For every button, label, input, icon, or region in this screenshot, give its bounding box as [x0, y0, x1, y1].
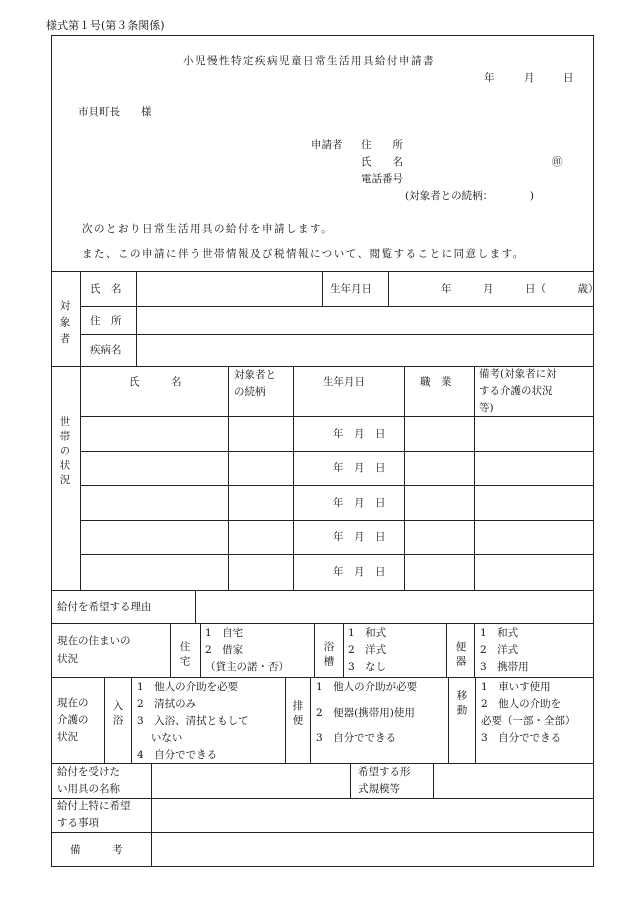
housing-house-head: 住宅 — [178, 641, 191, 670]
date-year: 年 — [484, 72, 495, 84]
care-bath-head: 入浴 — [111, 700, 124, 729]
subject-name-label: 氏 名 — [90, 283, 122, 295]
care-move-opt: 必要（一部・全部） — [481, 715, 576, 727]
tool-size-2: 式規模等 — [358, 783, 400, 795]
applicant-name-label: 氏 名 — [361, 156, 403, 168]
date-month: 月 — [524, 72, 535, 84]
housing-house-opt: 2 借家 — [205, 644, 244, 656]
subject-birth-value: 年 月 日（ 歳） — [441, 283, 599, 295]
housing-bath-head: 浴槽 — [322, 641, 335, 670]
care-bath-opt: いない — [137, 732, 183, 744]
housing-bath-opt: 3 なし — [348, 661, 387, 673]
care-move-opt: 1 車いす使用 — [481, 681, 551, 693]
care-bath-opt: 4 自分でできる — [137, 749, 218, 761]
household-col-relation-1: 対象者と — [234, 369, 276, 381]
housing-label-2: 状況 — [57, 653, 78, 665]
care-bath-opt: 1 他人の介助を必要 — [137, 681, 239, 693]
special-label-2: する事項 — [57, 817, 99, 829]
household-row-date: 年 月 日 — [333, 428, 386, 440]
applicant-phone-label: 電話番号 — [361, 173, 403, 185]
date-day: 日 — [563, 72, 574, 84]
special-label-1: 給付上特に希望 — [57, 800, 131, 812]
remarks-label: 備 考 — [70, 844, 123, 856]
applicant-label: 申請者 — [311, 139, 343, 151]
statement-consent: また、この申請に伴う世帯情報及び税情報について、閲覧することに同意します。 — [82, 248, 525, 260]
subject-heading: 対象者 — [58, 300, 71, 350]
housing-toilet-opt: 1 和式 — [480, 627, 519, 639]
household-row-date: 年 月 日 — [333, 462, 386, 474]
care-bath-opt: 2 清拭のみ — [137, 698, 197, 710]
household-col-note-2: する介護の状況 — [479, 385, 553, 397]
statement-apply: 次のとおり日常生活用具の給付を申請します。 — [82, 223, 334, 235]
household-col-name: 氏 名 — [129, 376, 182, 388]
applicant-address-label: 住 所 — [361, 139, 403, 151]
household-heading: 世帯の状況 — [58, 416, 71, 489]
care-label: 介護の — [57, 714, 89, 726]
housing-bath-opt: 2 洋式 — [348, 644, 387, 656]
tool-size-1: 希望する形 — [358, 766, 411, 778]
housing-label-1: 現在の住まいの — [57, 635, 131, 647]
addressee: 市貝町長 様 — [78, 106, 152, 118]
household-col-relation-2: の続柄 — [234, 386, 266, 398]
household-col-note-3: 等) — [479, 402, 494, 414]
care-move-opt: 2 他人の介助を — [481, 698, 562, 710]
care-label: 状況 — [57, 731, 78, 743]
household-row-date: 年 月 日 — [333, 531, 386, 543]
applicant-relation: (対象者との続柄： ) — [405, 190, 534, 202]
care-move-head: 移動 — [455, 690, 468, 719]
tool-label-2: い用具の名称 — [57, 783, 120, 795]
tool-label-1: 給付を受けた — [57, 766, 120, 778]
housing-house-opt: （貸主の諾・否） — [205, 661, 289, 673]
household-col-birth: 生年月日 — [323, 376, 365, 388]
care-excrete-opt: 3 自分でできる — [316, 732, 397, 744]
household-row-date: 年 月 日 — [333, 497, 386, 509]
housing-toilet-head: 便器 — [454, 641, 467, 670]
care-label: 現在の — [57, 697, 89, 709]
household-col-note-1: 備考(対象者に対 — [479, 368, 557, 380]
household-col-job: 職 業 — [420, 376, 452, 388]
housing-house-opt: 1 自宅 — [205, 627, 244, 639]
housing-toilet-opt: 3 携帯用 — [480, 661, 529, 673]
care-excrete-head: 排便 — [291, 700, 304, 729]
care-excrete-opt: 2 便器(携帯用)使用 — [316, 707, 415, 719]
subject-disease-label: 疾病名 — [90, 344, 122, 356]
seal-mark: ㊞ — [552, 156, 563, 168]
housing-toilet-opt: 2 洋式 — [480, 644, 519, 656]
reason-label: 給付を希望する理由 — [57, 601, 152, 613]
care-move-opt: 3 自分でできる — [481, 732, 562, 744]
form-title: 小児慢性特定疾病児童日常生活用具給付申請書 — [183, 55, 435, 67]
housing-bath-opt: 1 和式 — [348, 627, 387, 639]
subject-birth-label: 生年月日 — [330, 283, 372, 295]
subject-address-label: 住 所 — [90, 315, 122, 327]
household-row-date: 年 月 日 — [333, 566, 386, 578]
form-number: 様式第１号(第３条関係) — [46, 19, 165, 32]
care-bath-opt: 3 入浴、清拭ともして — [137, 715, 249, 727]
care-excrete-opt: 1 他人の介助が必要 — [316, 681, 418, 693]
